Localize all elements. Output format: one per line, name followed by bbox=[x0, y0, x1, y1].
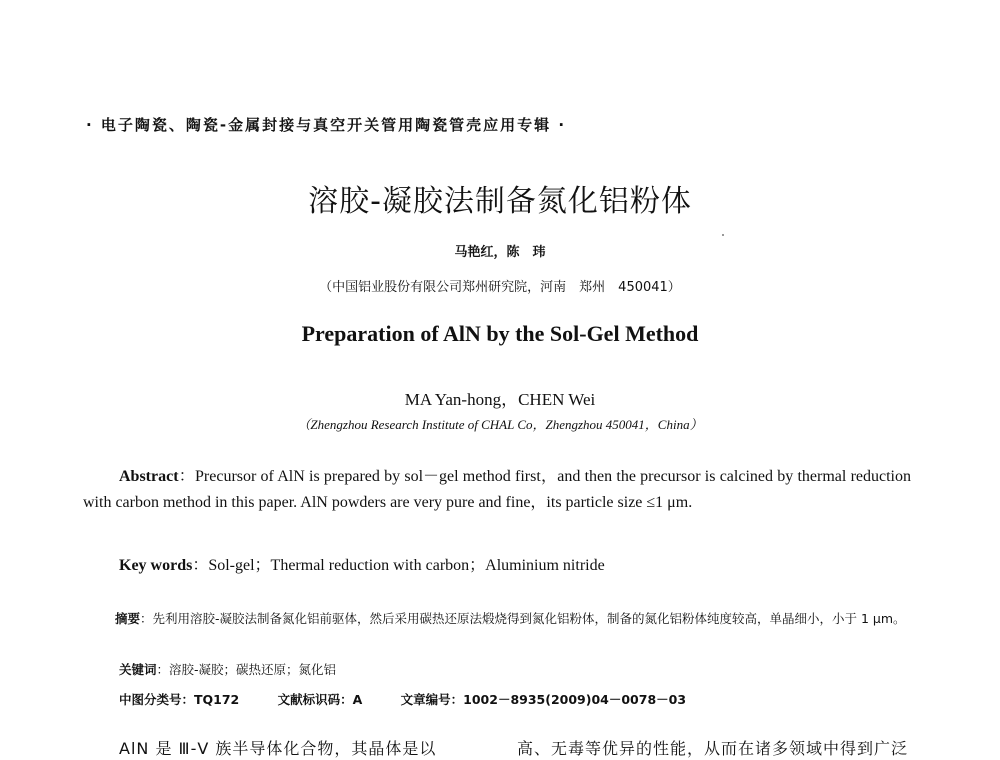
abstract-en-label: Abstract bbox=[119, 468, 179, 485]
abstract-cn-label: 摘要 bbox=[115, 611, 141, 626]
article-number: 文章编号：1002－8935(2009)04－0078－03 bbox=[400, 692, 687, 707]
authors-en: MA Yan-hong，CHEN Wei bbox=[404, 390, 596, 409]
classification-line bbox=[119, 690, 720, 708]
scan-speck bbox=[722, 234, 724, 236]
abstract-en bbox=[83, 464, 911, 516]
abstract-en-text: ：Precursor of AlN is prepared by sol－gel method first，and then the precursor is calcined by thermal reduction with carbon method in this paper. AlN powders are very pure and fine，its particle size ≤1 μm. bbox=[83, 468, 911, 511]
clc-number: 中图分类号：TQ172 bbox=[119, 692, 240, 707]
body-text-left-column: AlN 是 Ⅲ-Ⅴ 族半导体化合物，其晶体是以 bbox=[119, 739, 437, 758]
keywords-en-text: ：Sol-gel；Thermal reduction with carbon；Aluminium nitride bbox=[192, 557, 605, 574]
paper-title-cn: 溶胶-凝胶法制备氮化铝粉体 bbox=[308, 184, 692, 219]
keywords-en-label: Key words bbox=[119, 557, 193, 574]
keywords-cn-label: 关键词 bbox=[119, 662, 157, 677]
affiliation-cn: （中国铝业股份有限公司郑州研究院，河南 郑州 450041） bbox=[319, 280, 681, 295]
abstract-cn-text: ：先利用溶胶-凝胶法制备氮化铝前驱体，然后采用碳热还原法煅烧得到氮化铝粉体，制备的氮化铝粉体纯度较高，单晶细小，小于 1 μm。 bbox=[140, 611, 906, 626]
abstract-cn bbox=[83, 608, 911, 630]
keywords-cn bbox=[119, 660, 336, 678]
body-text-right-column: 高、无毒等优异的性能，从而在诸多领域中得到广泛 bbox=[517, 739, 909, 758]
paper-title-en: Preparation of AlN by the Sol-Gel Method bbox=[301, 321, 699, 346]
document-code: 文献标识码：A bbox=[277, 692, 363, 707]
authors-cn: 马艳红，陈 玮 bbox=[454, 245, 546, 260]
section-header: · 电子陶瓷、陶瓷-金属封接与真空开关管用陶瓷管壳应用专辑 · bbox=[86, 116, 567, 134]
affiliation-en: （Zhengzhou Research Institute of CHAL Co，Zhengzhou 450041，China） bbox=[297, 417, 703, 432]
keywords-en bbox=[119, 552, 605, 575]
keywords-cn-text: ：溶胶-凝胶；碳热还原；氮化铝 bbox=[156, 662, 337, 677]
